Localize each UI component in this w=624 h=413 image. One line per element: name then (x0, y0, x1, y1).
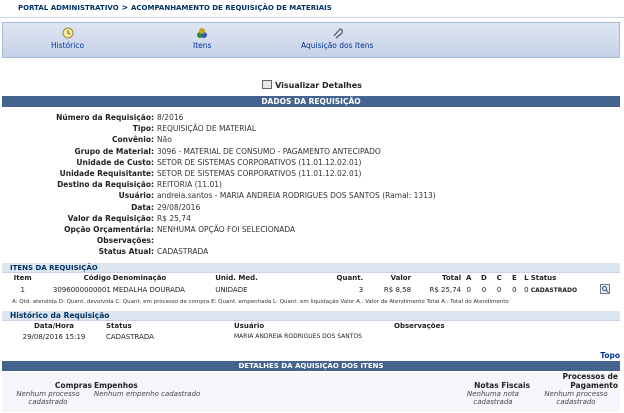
breadcrumb-separator: > (121, 3, 129, 12)
cell-codigo: 3096000000001 (52, 286, 111, 295)
cell-item: 1 (20, 286, 25, 295)
field-value: CADASTRADA (157, 247, 209, 257)
history-table (2, 321, 620, 342)
field-value: 29/08/2016 (157, 202, 201, 212)
items-section-title: ITENS DA REQUISIÇÃO (2, 263, 620, 273)
field-row (0, 146, 624, 157)
breadcrumb-page: ACOMPANHAMENTO DE REQUISIÇÃO DE MATERIAIS (130, 4, 332, 12)
field-label: Observações: (96, 236, 154, 246)
items-legend: A: Qtd. atendida D: Quant. devolvida C: Quant. em processo de compra E: Quant. empenhada L: Quant. em liquidação Valor A.: Valor de Atendimento Total A.: Total do Atendimento (12, 299, 509, 306)
cell-total: R$ 25,74 (429, 286, 462, 295)
field-label: Data: (131, 202, 154, 212)
field-value: SETOR DE SISTEMAS CORPORATIVOS (11.01.12.02.01) (157, 168, 362, 178)
cell-processos: Nenhum processo cadastrado (544, 390, 608, 406)
field-value: 3096 - MATERIAL DE CONSUMO - PAGAMENTO ANTECIPADO (157, 146, 381, 156)
tab-bar (2, 22, 620, 58)
col-observacoes: Observações (394, 322, 445, 331)
field-value: R$ 25,74 (157, 213, 191, 223)
cell-c: 0 (496, 286, 502, 295)
col-total: Total (441, 274, 462, 283)
col-action (589, 273, 620, 283)
cell-action (589, 283, 620, 297)
paperclip-icon (330, 27, 344, 39)
field-value: NENHUMA OPÇÃO FOI SELECIONADA (157, 224, 296, 234)
col-quant: Quant. (336, 274, 364, 283)
col-a: A (466, 274, 472, 283)
field-row (0, 224, 624, 235)
topo-link[interactable]: Topo (600, 351, 620, 360)
cell-l: 0 (524, 286, 529, 295)
breadcrumb-portal[interactable]: PORTAL ADMINISTRATIVO (18, 4, 119, 12)
items-table (2, 273, 620, 297)
table-row (2, 331, 620, 342)
field-row (0, 123, 624, 134)
tab-itens-label: Itens (193, 41, 212, 50)
request-fields (0, 112, 624, 257)
col-e: E (511, 274, 517, 283)
view-item-icon[interactable] (600, 284, 610, 294)
field-value: REQUISIÇÃO DE MATERIAL (157, 124, 257, 134)
field-label: Status Atual: (98, 247, 154, 257)
cell-denominacao: MEDALHA DOURADA (112, 286, 185, 295)
cell-usuario: MARIA ANDREIA RODRIGUES DOS SANTOS (234, 333, 362, 341)
col-empenhos: Empenhos (94, 381, 138, 390)
field-row (0, 134, 624, 145)
field-row (0, 246, 624, 257)
col-hist-status: Status (106, 322, 132, 331)
history-icon (61, 27, 75, 39)
acquisition-table (2, 372, 620, 406)
field-label: Usuário: (118, 191, 154, 201)
items-icon (195, 27, 209, 39)
acquisition-header-row (2, 372, 620, 390)
col-unid: Unid. Med. (215, 274, 258, 283)
field-value: Não (157, 135, 172, 145)
cell-hist-status: CADASTRADA (106, 332, 154, 341)
field-row (0, 157, 624, 168)
field-label: Unidade Requisitante: (59, 168, 154, 178)
tab-historico-label: Histórico (51, 41, 85, 50)
history-header-row (2, 321, 620, 331)
tab-historico[interactable] (51, 27, 84, 50)
field-value: SETOR DE SISTEMAS CORPORATIVOS (11.01.12.02.01) (157, 157, 362, 167)
field-row (0, 202, 624, 213)
col-notas: Notas Fiscais (474, 381, 530, 390)
tab-itens[interactable] (193, 27, 211, 50)
cell-e: 0 (512, 286, 517, 295)
col-codigo: Código (83, 274, 111, 283)
field-label: Unidade de Custo: (76, 157, 154, 167)
cell-status: CADASTRADO (530, 286, 578, 294)
field-label: Grupo de Material: (74, 146, 154, 156)
col-c: C (496, 274, 502, 283)
field-label: Convênio: (111, 135, 154, 145)
history-section-title: Histórico da Requisição (2, 311, 620, 321)
section-title-dados: DADOS DA REQUISIÇÃO (2, 96, 620, 107)
field-row (0, 190, 624, 201)
cell-observacoes (394, 331, 620, 342)
field-row (0, 179, 624, 190)
cell-a: 0 (466, 286, 471, 295)
field-label: Destino da Requisição: (57, 180, 154, 190)
field-row (0, 235, 624, 246)
details-icon (262, 80, 272, 89)
field-label: Opção Orçamentária: (64, 224, 154, 234)
field-row (0, 112, 624, 123)
field-row (0, 168, 624, 179)
col-usuario: Usuário (234, 322, 265, 331)
cell-d: 0 (481, 286, 487, 295)
cell-quant: 3 (358, 286, 364, 295)
view-details-label: Visualizar Detalhes (275, 81, 362, 90)
tab-aquisicao-label: Aquisição dos Itens (301, 41, 374, 50)
section-title-aquisicao: DETALHES DA AQUISIÇÃO DOS ITENS (2, 361, 620, 371)
field-label: Número da Requisição: (56, 113, 154, 122)
field-value: 8/2016 (157, 113, 184, 122)
col-denominacao: Denominação (112, 274, 167, 283)
cell-empenhos: Nenhum empenho cadastrado (94, 390, 201, 398)
col-compras: Compras (54, 381, 92, 390)
table-row (2, 390, 620, 406)
field-row (0, 213, 624, 224)
items-header-row (2, 273, 620, 283)
field-value: REITORIA (11.01) (157, 180, 222, 190)
col-processos: Processos de Pagamento (562, 372, 618, 390)
cell-unid: UNIDADE (215, 286, 248, 295)
col-data-hora: Data/Hora (33, 322, 74, 331)
field-value: andreia.santos - MARIA ANDREIA RODRIGUES DOS SANTOS (Ramal: 1313) (157, 191, 436, 201)
col-item: Item (13, 274, 32, 283)
col-status: Status (530, 274, 557, 283)
col-d: D (481, 274, 487, 283)
cell-valor: R$ 8,58 (383, 286, 412, 295)
view-details (0, 80, 624, 94)
cell-notas: Nenhuma nota cadastrada (467, 390, 519, 406)
table-row (2, 283, 620, 297)
cell-data-hora: 29/08/2016 15:19 (22, 332, 86, 341)
col-valor: Valor (390, 274, 412, 283)
field-label: Tipo: (132, 124, 154, 134)
breadcrumb (0, 0, 624, 18)
field-label: Valor da Requisição: (67, 213, 154, 223)
tab-aquisicao[interactable] (301, 27, 373, 50)
cell-compras: Nenhum processo cadastrado (16, 390, 80, 406)
col-l: L (524, 274, 529, 283)
